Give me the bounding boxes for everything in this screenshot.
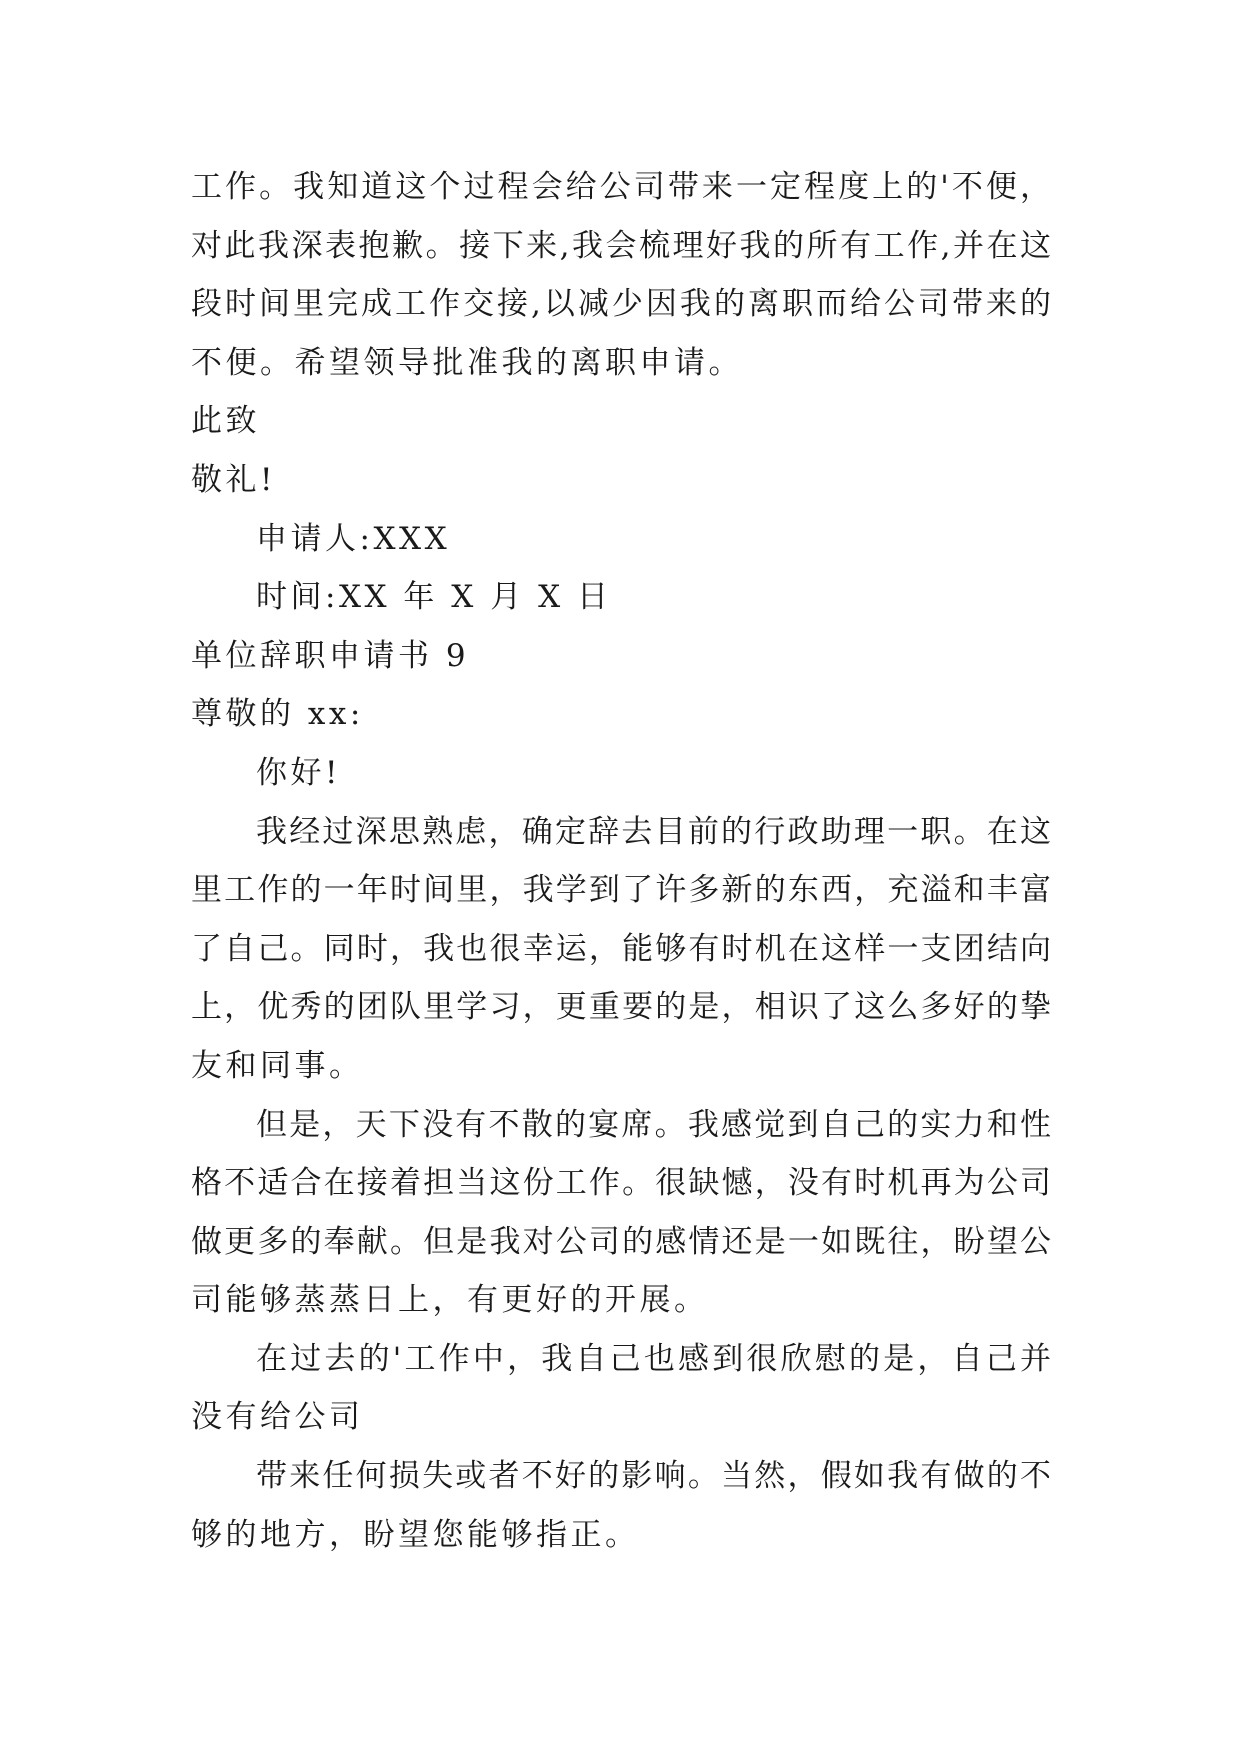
section-title: 单位辞职申请书 9 xyxy=(191,637,470,674)
text-line: 带来任何损失或者不好的影响。当然，假如我有做的不 xyxy=(256,1458,1051,1495)
text-line: 在过去的'工作中，我自己也感到很欣慰的是，自己并 xyxy=(256,1340,1051,1377)
text-line: 司能够蒸蒸日上，有更好的开展。 xyxy=(191,1282,709,1319)
text-line: 上，优秀的团队里学习，更重要的是，相识了这么多好的挚 xyxy=(191,989,1051,1026)
document-body xyxy=(191,158,1051,1564)
text-line: 但是，天下没有不散的宴席。我感觉到自己的实力和性 xyxy=(256,1106,1051,1143)
greeting: 你好! xyxy=(256,754,341,791)
closing-salutation: 此致 xyxy=(191,403,260,440)
text-line: 里工作的一年时间里，我学到了许多新的东西，充溢和丰富 xyxy=(191,872,1051,909)
text-line: 没有给公司 xyxy=(191,1399,364,1436)
text-line: 对此我深表抱歉。接下来,我会梳理好我的所有工作,并在这 xyxy=(191,227,1051,264)
closing-regards: 敬礼! xyxy=(191,461,276,498)
text-line: 格不适合在接着担当这份工作。很缺憾，没有时机再为公司 xyxy=(191,1165,1051,1202)
signature-date: 时间:XX 年 X 月 X 日 xyxy=(256,579,612,616)
text-line: 我经过深思熟虑，确定辞去目前的行政助理一职。在这 xyxy=(256,813,1051,850)
text-line: 不便。希望领导批准我的离职申请。 xyxy=(191,344,743,381)
text-line: 够的地方，盼望您能够指正。 xyxy=(191,1516,640,1553)
text-line: 做更多的奉献。但是我对公司的感情还是一如既往，盼望公 xyxy=(191,1223,1051,1260)
text-line: 段时间里完成工作交接,以减少因我的离职而给公司带来的 xyxy=(191,286,1051,323)
text-line: 友和同事。 xyxy=(191,1047,364,1084)
text-line: 工作。我知道这个过程会给公司带来一定程度上的'不便， xyxy=(191,169,1051,205)
recipient-salutation: 尊敬的 xx: xyxy=(191,696,364,733)
applicant-signature: 申请人:XXX xyxy=(256,520,451,557)
text-line: 了自己。同时，我也很幸运，能够有时机在这样一支团结向 xyxy=(191,930,1051,967)
